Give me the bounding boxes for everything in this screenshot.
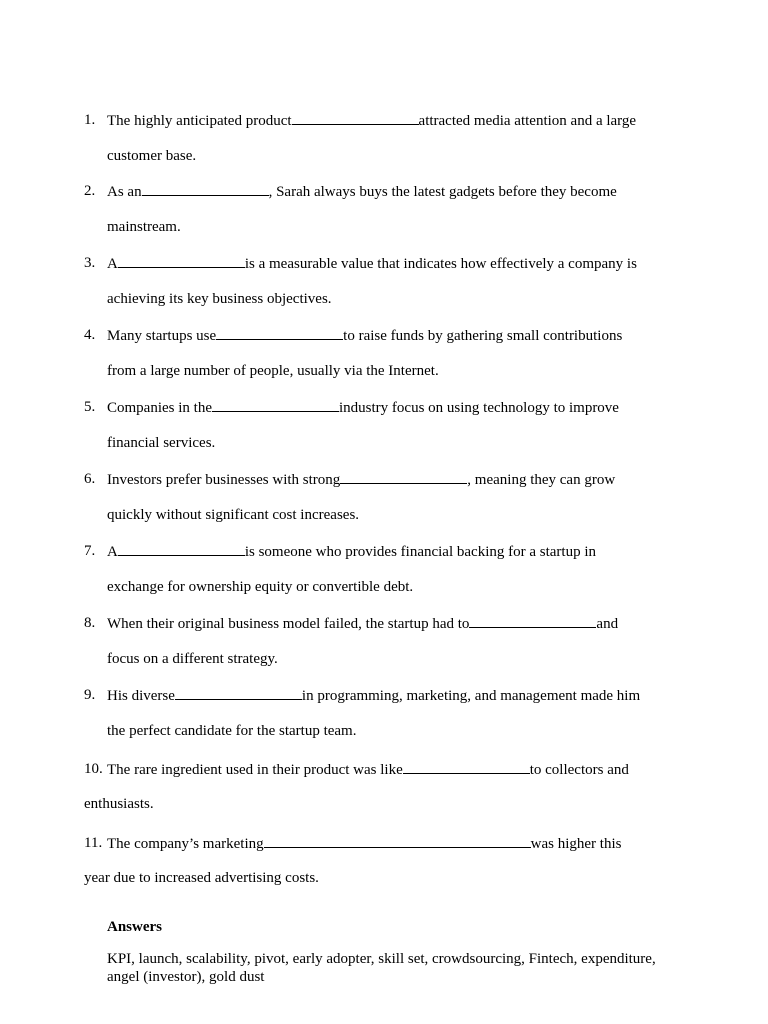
question-text-before: The company’s marketing: [107, 836, 264, 852]
question-text-after: and: [596, 616, 619, 632]
question-number: 5.: [84, 399, 96, 415]
question-line-1: [107, 398, 619, 417]
answer-blank[interactable]: [118, 542, 245, 556]
answers-heading: Answers: [107, 919, 162, 935]
answer-blank[interactable]: [292, 111, 419, 125]
question-line-2: quickly without significant cost increases.: [107, 507, 360, 523]
question-number: 2.: [84, 183, 96, 199]
answer-blank[interactable]: [212, 398, 339, 412]
question-number: 7.: [84, 543, 96, 559]
question-text-before: A: [107, 544, 118, 560]
question-line-2: mainstream.: [107, 219, 181, 235]
question-text-after: is a measurable value that indicates how effectively a company is: [244, 256, 637, 272]
question-line-2: achieving its key business objectives.: [107, 291, 332, 307]
question-text-before: Many startups use: [107, 328, 217, 344]
question-line-2: the perfect candidate for the startup team.: [107, 723, 357, 739]
question-line-1: [107, 470, 615, 489]
question-text-before: As an: [107, 184, 142, 200]
question-line-1: [107, 182, 617, 201]
question-text-after: , meaning they can grow: [467, 472, 616, 488]
answer-blank[interactable]: [118, 254, 245, 268]
question-line-2: focus on a different strategy.: [107, 651, 278, 667]
question-text-before: Companies in the: [107, 400, 212, 416]
question-text-after: , Sarah always buys the latest gadgets before they become: [268, 184, 617, 200]
answer-blank[interactable]: [340, 470, 467, 484]
question-text-after: attracted media attention and a large: [418, 113, 637, 129]
question-number: 4.: [84, 327, 96, 343]
question-text-after: industry focus on using technology to improve: [339, 400, 619, 416]
question-line-2: from a large number of people, usually via the Internet.: [107, 363, 439, 379]
question-text-after: to collectors and: [529, 762, 629, 778]
question-number: 8.: [84, 615, 96, 631]
question-text-after: is someone who provides financial backing for a startup in: [244, 544, 597, 560]
answer-blank[interactable]: [216, 326, 343, 340]
question-text-before: When their original business model failed, the startup had to: [107, 616, 470, 632]
question-line-1: [107, 834, 621, 853]
question-number: 6.: [84, 471, 96, 487]
question-text-after: was higher this: [530, 836, 622, 852]
question-number: 10.: [84, 761, 103, 777]
question-line-2: customer base.: [107, 148, 197, 164]
question-text-before: Investors prefer businesses with strong: [107, 472, 341, 488]
question-line-2: year due to increased advertising costs.: [84, 870, 319, 886]
question-number: 11.: [84, 835, 103, 851]
question-number: 1.: [84, 112, 96, 128]
answer-blank[interactable]: [469, 614, 596, 628]
question-line-2: financial services.: [107, 435, 216, 451]
question-text-before: The highly anticipated product: [107, 113, 292, 129]
question-line-1: [107, 542, 596, 561]
answer-blank[interactable]: [264, 834, 531, 848]
question-line-1: [107, 614, 618, 633]
question-text-before: The rare ingredient used in their product was like: [107, 762, 403, 778]
answer-blank[interactable]: [403, 760, 530, 774]
answer-blank[interactable]: [175, 686, 302, 700]
question-number: 9.: [84, 687, 96, 703]
question-text-after: to raise funds by gathering small contributions: [343, 328, 623, 344]
answers-list: KPI, launch, scalability, pivot, early adopter, skill set, crowdsourcing, Fintech, expenditure, angel (investor), gold dust: [107, 951, 656, 985]
question-line-2: enthusiasts.: [84, 796, 154, 812]
question-text-before: His diverse: [107, 688, 175, 704]
question-text-after: in programming, marketing, and management made him: [301, 688, 641, 704]
question-line-1: [107, 254, 637, 273]
question-line-1: [107, 326, 622, 345]
question-number: 3.: [84, 255, 96, 271]
question-line-1: [107, 760, 629, 779]
answer-blank[interactable]: [142, 182, 269, 196]
question-line-2: exchange for ownership equity or convertible debt.: [107, 579, 414, 595]
question-text-before: A: [107, 256, 118, 272]
question-line-1: [107, 111, 636, 130]
question-line-1: [107, 686, 640, 705]
